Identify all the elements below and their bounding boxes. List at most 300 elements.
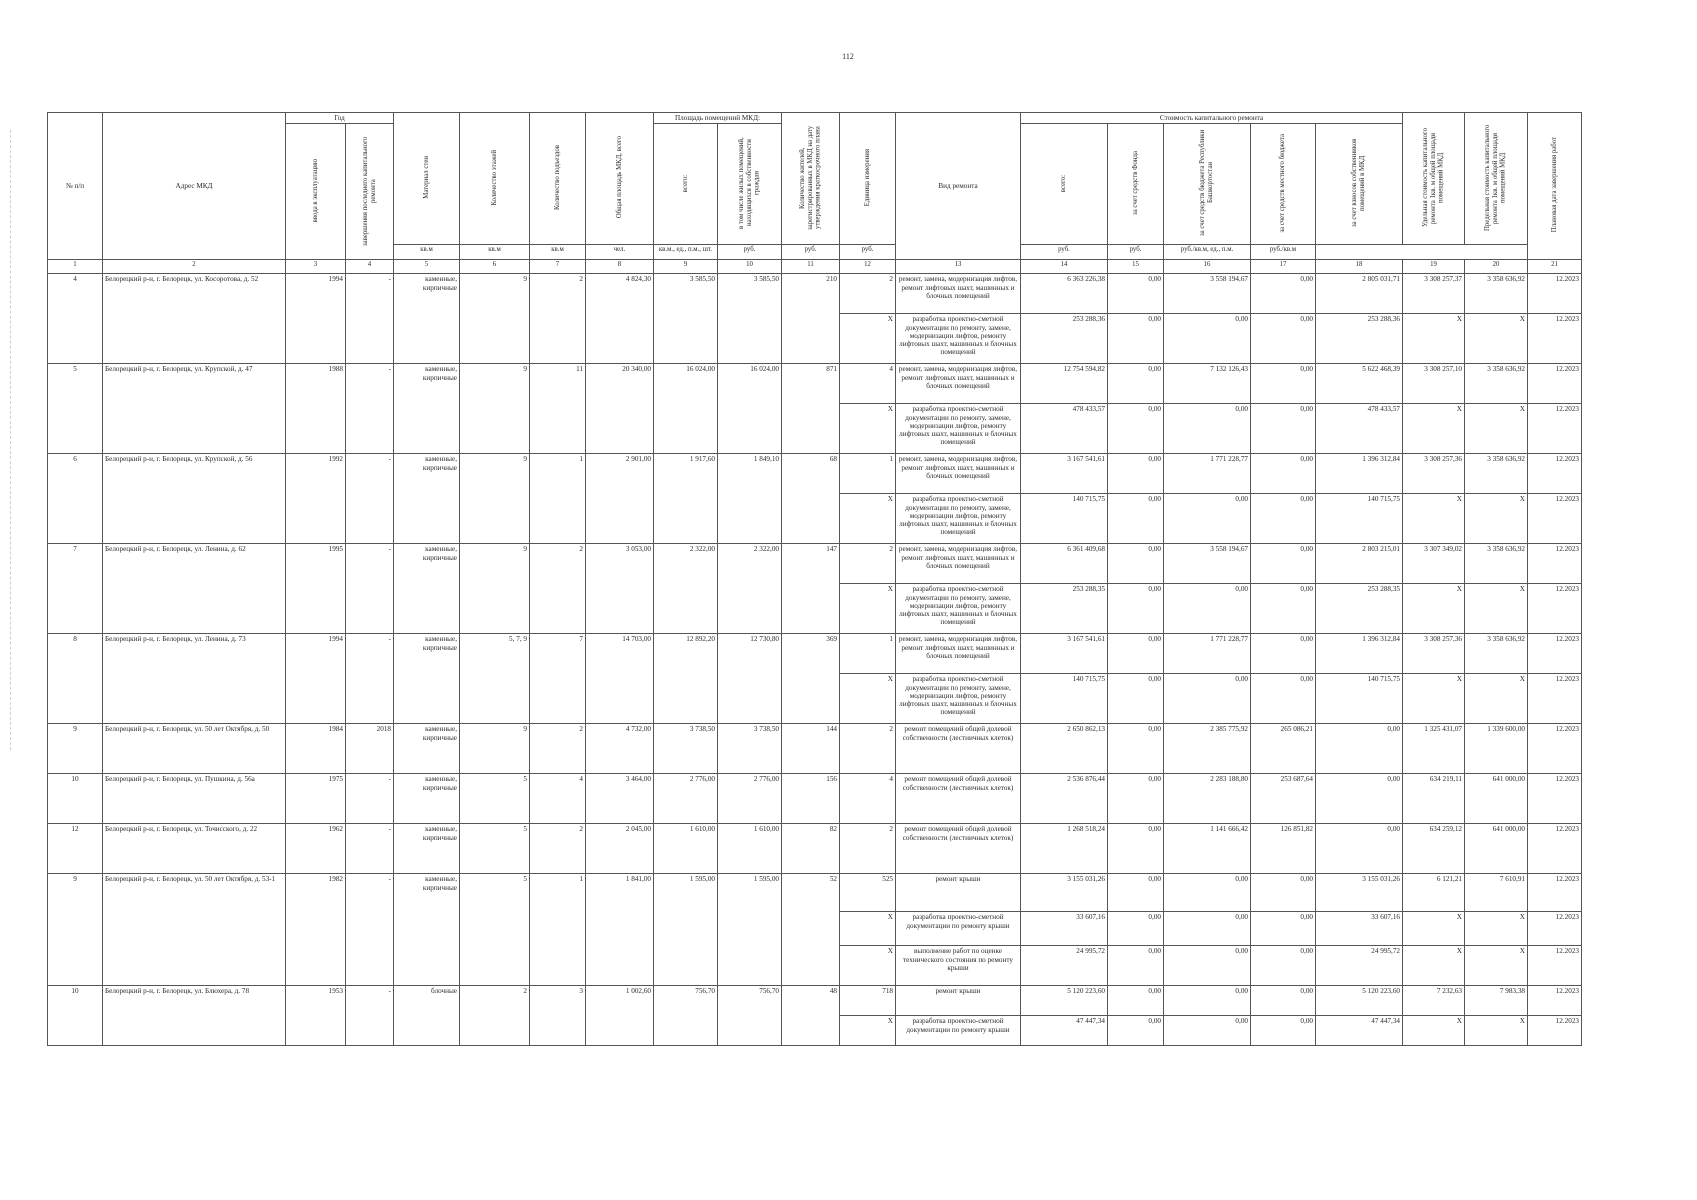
row-last-repair: - xyxy=(346,986,394,1046)
row-unit-cost: 634 259,12 xyxy=(1403,824,1465,874)
row-max-cost: 641 000,00 xyxy=(1465,824,1528,874)
row-unit: X xyxy=(840,314,896,364)
row-unit: X xyxy=(840,946,896,986)
row-unit-cost: 6 121,21 xyxy=(1403,874,1465,912)
row-address: Белорецкий р-н, г. Белорецк, ул. Точисского, д. 22 xyxy=(103,824,286,874)
row-entrances: 1 xyxy=(530,454,586,544)
row-last-repair: - xyxy=(346,824,394,874)
row-cost-fund: 0,00 xyxy=(1108,986,1164,1016)
row-num: 10 xyxy=(48,986,103,1046)
hdr-unit: Единица измерения xyxy=(840,113,896,245)
row-area: 3 585,50 xyxy=(654,274,718,364)
row-total-area: 14 703,00 xyxy=(586,634,654,724)
row-max-cost: X xyxy=(1465,1016,1528,1046)
table-row xyxy=(48,364,1582,404)
row-address: Белорецкий р-н, г. Белорецк, ул. Крупской, д. 47 xyxy=(103,364,286,454)
row-unit-cost: 3 308 257,37 xyxy=(1403,274,1465,314)
row-year: 1994 xyxy=(286,274,346,364)
row-cost-local: 0,00 xyxy=(1251,634,1316,674)
row-cost-owners: 140 715,75 xyxy=(1316,494,1403,544)
row-floors: 5, 7, 9 xyxy=(460,634,530,724)
row-cost-local: 0,00 xyxy=(1251,946,1316,986)
row-cost-fund: 0,00 xyxy=(1108,774,1164,824)
row-unit: X xyxy=(840,1016,896,1046)
row-cost-total: 3 155 031,26 xyxy=(1021,874,1108,912)
row-unit: X xyxy=(840,912,896,946)
unit-cell: кв.м., ед., п.м., шт. xyxy=(654,245,718,260)
row-max-cost: 3 358 636,92 xyxy=(1465,634,1528,674)
row-last-repair: - xyxy=(346,874,394,986)
row-entrances: 7 xyxy=(530,634,586,724)
row-cost-local: 0,00 xyxy=(1251,494,1316,544)
row-year: 1995 xyxy=(286,544,346,634)
hdr-work-type: Вид ремонта xyxy=(896,113,1021,260)
row-year: 1988 xyxy=(286,364,346,454)
row-cost-total: 12 754 594,82 xyxy=(1021,364,1108,404)
row-entrances: 2 xyxy=(530,724,586,774)
row-area: 2 322,00 xyxy=(654,544,718,634)
row-num: 10 xyxy=(48,774,103,824)
row-walls: каменные, кирпичные xyxy=(394,544,460,634)
row-work-type: ремонт помещений общей долевой собственности (лестничных клеток) xyxy=(896,774,1021,824)
row-total-area: 1 002,60 xyxy=(586,986,654,1046)
row-area: 1 917,60 xyxy=(654,454,718,544)
row-planned-date: 12.2023 xyxy=(1528,824,1582,874)
row-area: 12 892,20 xyxy=(654,634,718,724)
unit-cell: руб. xyxy=(1021,245,1108,260)
page-number: 112 xyxy=(842,52,854,61)
table-row xyxy=(48,454,1582,494)
row-cost-local: 265 086,21 xyxy=(1251,724,1316,774)
row-year: 1992 xyxy=(286,454,346,544)
row-cost-owners: 47 447,34 xyxy=(1316,1016,1403,1046)
row-residential: 756,70 xyxy=(718,986,782,1046)
row-unit: 2 xyxy=(840,544,896,584)
row-max-cost: 7 610,91 xyxy=(1465,874,1528,912)
row-max-cost: 3 358 636,92 xyxy=(1465,364,1528,404)
row-cost-republic: 7 132 126,43 xyxy=(1164,364,1251,404)
hdr-cost-total: всего: xyxy=(1021,124,1108,245)
row-planned-date: 12.2023 xyxy=(1528,1016,1582,1046)
column-number: 7 xyxy=(530,260,586,274)
unit-cell: кв.м xyxy=(460,245,530,260)
table-row xyxy=(48,986,1582,1016)
row-cost-owners: 5 120 223,60 xyxy=(1316,986,1403,1016)
row-address: Белорецкий р-н, г. Белорецк, ул. Косоротова, д. 52 xyxy=(103,274,286,364)
column-number: 19 xyxy=(1403,260,1465,274)
hdr-address: Адрес МКД xyxy=(103,113,286,260)
hdr-year-commission: ввода в эксплуатацию xyxy=(286,124,346,260)
column-number: 10 xyxy=(718,260,782,274)
row-work-type: ремонт крыши xyxy=(896,986,1021,1016)
hdr-max-cost: Предельная стоимость капитального ремонта 1кв. м общей площади помещений МКД xyxy=(1465,113,1528,245)
row-cost-fund: 0,00 xyxy=(1108,824,1164,874)
row-cost-total: 253 288,35 xyxy=(1021,584,1108,634)
row-cost-republic: 0,00 xyxy=(1164,674,1251,724)
unit-cell: чел. xyxy=(586,245,654,260)
hdr-floors: Количество этажей xyxy=(460,113,530,245)
row-cost-total: 33 607,16 xyxy=(1021,912,1108,946)
row-cost-total: 140 715,75 xyxy=(1021,674,1108,724)
row-cost-owners: 5 622 468,39 xyxy=(1316,364,1403,404)
row-entrances: 2 xyxy=(530,824,586,874)
row-cost-local: 0,00 xyxy=(1251,1016,1316,1046)
row-cost-republic: 0,00 xyxy=(1164,912,1251,946)
column-number: 14 xyxy=(1021,260,1108,274)
row-cost-owners: 33 607,16 xyxy=(1316,912,1403,946)
row-planned-date: 12.2023 xyxy=(1528,724,1582,774)
column-number: 13 xyxy=(896,260,1021,274)
hdr-cost-local: за счет средств местного бюджета xyxy=(1251,124,1316,245)
row-cost-fund: 0,00 xyxy=(1108,724,1164,774)
row-planned-date: 12.2023 xyxy=(1528,912,1582,946)
table-row xyxy=(48,544,1582,584)
row-work-type: ремонт помещений общей долевой собственности (лестничных клеток) xyxy=(896,824,1021,874)
row-unit: 718 xyxy=(840,986,896,1016)
column-number: 11 xyxy=(782,260,840,274)
row-address: Белорецкий р-н, г. Белорецк, ул. 50 лет Октября, д. 50 xyxy=(103,724,286,774)
row-residential: 1 849,10 xyxy=(718,454,782,544)
column-number: 2 xyxy=(103,260,286,274)
column-number: 16 xyxy=(1164,260,1251,274)
row-cost-republic: 0,00 xyxy=(1164,1016,1251,1046)
row-cost-local: 0,00 xyxy=(1251,912,1316,946)
row-area: 16 024,00 xyxy=(654,364,718,454)
column-number: 12 xyxy=(840,260,896,274)
row-total-area: 4 732,00 xyxy=(586,724,654,774)
row-last-repair: 2018 xyxy=(346,724,394,774)
row-max-cost: 3 358 636,92 xyxy=(1465,274,1528,314)
row-planned-date: 12.2023 xyxy=(1528,946,1582,986)
table-row xyxy=(48,874,1582,912)
row-unit-cost: 7 232,63 xyxy=(1403,986,1465,1016)
unit-cell: руб./кв.м xyxy=(1251,245,1316,260)
row-floors: 9 xyxy=(460,724,530,774)
row-max-cost: 3 358 636,92 xyxy=(1465,544,1528,584)
column-number: 20 xyxy=(1465,260,1528,274)
row-max-cost: X xyxy=(1465,404,1528,454)
table-row xyxy=(48,824,1582,874)
row-cost-republic: 2 385 775,92 xyxy=(1164,724,1251,774)
row-unit-cost: 3 307 349,02 xyxy=(1403,544,1465,584)
row-cost-total: 5 120 223,60 xyxy=(1021,986,1108,1016)
row-walls: каменные, кирпичные xyxy=(394,364,460,454)
row-total-area: 2 901,00 xyxy=(586,454,654,544)
row-cost-owners: 478 433,57 xyxy=(1316,404,1403,454)
hdr-cost-fund: за счет средств Фонда xyxy=(1108,124,1164,245)
row-walls: каменные, кирпичные xyxy=(394,454,460,544)
row-cost-total: 253 288,36 xyxy=(1021,314,1108,364)
row-work-type: разработка проектно-сметной документации по ремонту, замене, модернизации лифтов, ремонту лифтовых шахт, машинных и блочных помещений xyxy=(896,314,1021,364)
row-cost-fund: 0,00 xyxy=(1108,364,1164,404)
row-cost-republic: 0,00 xyxy=(1164,494,1251,544)
row-unit-cost: X xyxy=(1403,946,1465,986)
column-number: 8 xyxy=(586,260,654,274)
row-cost-total: 3 167 541,61 xyxy=(1021,634,1108,674)
row-cost-local: 0,00 xyxy=(1251,364,1316,404)
row-cost-local: 0,00 xyxy=(1251,274,1316,314)
row-work-type: ремонт крыши xyxy=(896,874,1021,912)
row-cost-total: 140 715,75 xyxy=(1021,494,1108,544)
unit-cell: руб./кв.м, ед., п.м. xyxy=(1164,245,1251,260)
row-last-repair: - xyxy=(346,774,394,824)
row-max-cost: X xyxy=(1465,674,1528,724)
row-unit: 1 xyxy=(840,634,896,674)
row-entrances: 2 xyxy=(530,274,586,364)
row-planned-date: 12.2023 xyxy=(1528,874,1582,912)
row-residents: 68 xyxy=(782,454,840,544)
unit-cell: руб. xyxy=(782,245,840,260)
row-unit: 2 xyxy=(840,824,896,874)
row-work-type: ремонт, замена, модернизация лифтов, ремонт лифтовых шахт, машинных и блочных помещений xyxy=(896,634,1021,674)
row-max-cost: X xyxy=(1465,494,1528,544)
row-planned-date: 12.2023 xyxy=(1528,454,1582,494)
capital-repair-table xyxy=(47,112,1582,1046)
row-cost-total: 478 433,57 xyxy=(1021,404,1108,454)
column-number: 6 xyxy=(460,260,530,274)
row-num: 9 xyxy=(48,874,103,986)
row-floors: 9 xyxy=(460,454,530,544)
row-planned-date: 12.2023 xyxy=(1528,544,1582,584)
row-num: 12 xyxy=(48,824,103,874)
row-num: 7 xyxy=(48,544,103,634)
row-cost-fund: 0,00 xyxy=(1108,544,1164,584)
row-residents: 210 xyxy=(782,274,840,364)
row-walls: каменные, кирпичные xyxy=(394,724,460,774)
row-planned-date: 12.2023 xyxy=(1528,674,1582,724)
row-work-type: разработка проектно-сметной документации по ремонту, замене, модернизации лифтов, ремонту лифтовых шахт, машинных и блочных помещений xyxy=(896,584,1021,634)
row-work-type: ремонт, замена, модернизация лифтов, ремонт лифтовых шахт, машинных и блочных помещений xyxy=(896,364,1021,404)
column-number: 18 xyxy=(1316,260,1403,274)
row-unit: X xyxy=(840,404,896,454)
row-area: 756,70 xyxy=(654,986,718,1046)
row-unit: 4 xyxy=(840,364,896,404)
row-cost-local: 0,00 xyxy=(1251,674,1316,724)
row-total-area: 3 053,00 xyxy=(586,544,654,634)
row-address: Белорецкий р-н, г. Белорецк, ул. Ленина, д. 62 xyxy=(103,544,286,634)
row-last-repair: - xyxy=(346,454,394,544)
row-cost-total: 3 167 541,61 xyxy=(1021,454,1108,494)
row-area: 3 738,50 xyxy=(654,724,718,774)
row-unit-cost: 3 308 257,36 xyxy=(1403,454,1465,494)
row-address: Белорецкий р-н, г. Белорецк, ул. Блюхера, д. 78 xyxy=(103,986,286,1046)
row-floors: 9 xyxy=(460,274,530,364)
row-cost-republic: 0,00 xyxy=(1164,874,1251,912)
row-residential: 1 610,00 xyxy=(718,824,782,874)
row-unit-cost: 3 308 257,10 xyxy=(1403,364,1465,404)
row-walls: блочные xyxy=(394,986,460,1046)
unit-cell: кв.м xyxy=(530,245,586,260)
row-cost-fund: 0,00 xyxy=(1108,404,1164,454)
row-cost-total: 2 650 862,13 xyxy=(1021,724,1108,774)
row-total-area: 4 824,30 xyxy=(586,274,654,364)
row-cost-republic: 1 771 228,77 xyxy=(1164,454,1251,494)
row-area: 1 610,00 xyxy=(654,824,718,874)
scan-margin-marks xyxy=(10,130,17,750)
row-unit: 525 xyxy=(840,874,896,912)
row-cost-fund: 0,00 xyxy=(1108,274,1164,314)
row-last-repair: - xyxy=(346,274,394,364)
row-num: 4 xyxy=(48,274,103,364)
row-cost-local: 0,00 xyxy=(1251,874,1316,912)
column-number: 4 xyxy=(346,260,394,274)
row-entrances: 1 xyxy=(530,874,586,986)
hdr-planned-date: Плановая дата завершения работ xyxy=(1528,113,1582,260)
row-floors: 2 xyxy=(460,986,530,1046)
row-year: 1982 xyxy=(286,874,346,986)
column-number: 3 xyxy=(286,260,346,274)
row-total-area: 20 340,00 xyxy=(586,364,654,454)
row-entrances: 2 xyxy=(530,544,586,634)
row-unit: 4 xyxy=(840,774,896,824)
row-last-repair: - xyxy=(346,364,394,454)
column-number: 15 xyxy=(1108,260,1164,274)
row-floors: 5 xyxy=(460,774,530,824)
column-number: 9 xyxy=(654,260,718,274)
row-cost-fund: 0,00 xyxy=(1108,494,1164,544)
row-year: 1962 xyxy=(286,824,346,874)
row-unit-cost: X xyxy=(1403,912,1465,946)
row-floors: 9 xyxy=(460,544,530,634)
hdr-walls: Материал стен xyxy=(394,113,460,245)
row-unit: X xyxy=(840,494,896,544)
row-cost-fund: 0,00 xyxy=(1108,912,1164,946)
row-unit-cost: X xyxy=(1403,584,1465,634)
row-max-cost: X xyxy=(1465,912,1528,946)
row-cost-local: 0,00 xyxy=(1251,584,1316,634)
row-work-type: ремонт, замена, модернизация лифтов, ремонт лифтовых шахт, машинных и блочных помещений xyxy=(896,454,1021,494)
row-cost-republic: 1 771 228,77 xyxy=(1164,634,1251,674)
row-num: 5 xyxy=(48,364,103,454)
row-work-type: ремонт, замена, модернизация лифтов, ремонт лифтовых шахт, машинных и блочных помещений xyxy=(896,544,1021,584)
row-work-type: разработка проектно-сметной документации по ремонту, замене, модернизации лифтов, ремонту лифтовых шахт, машинных и блочных помещений xyxy=(896,674,1021,724)
hdr-cost-republic: за счет средств бюджета Республики Башкортостан xyxy=(1164,124,1251,245)
row-num: 9 xyxy=(48,724,103,774)
row-residential: 2 322,00 xyxy=(718,544,782,634)
row-cost-republic: 0,00 xyxy=(1164,986,1251,1016)
row-planned-date: 12.2023 xyxy=(1528,494,1582,544)
row-unit-cost: 1 325 431,07 xyxy=(1403,724,1465,774)
row-num: 6 xyxy=(48,454,103,544)
row-total-area: 1 841,00 xyxy=(586,874,654,986)
row-unit-cost: X xyxy=(1403,1016,1465,1046)
row-max-cost: 641 000,00 xyxy=(1465,774,1528,824)
hdr-year: Год xyxy=(286,113,394,124)
row-cost-republic: 1 141 666,42 xyxy=(1164,824,1251,874)
column-number: 21 xyxy=(1528,260,1582,274)
row-work-type: разработка проектно-сметной документации по ремонту крыши xyxy=(896,912,1021,946)
row-unit: 2 xyxy=(840,724,896,774)
row-num: 8 xyxy=(48,634,103,724)
row-cost-local: 126 851,82 xyxy=(1251,824,1316,874)
row-year: 1994 xyxy=(286,634,346,724)
row-cost-owners: 0,00 xyxy=(1316,724,1403,774)
row-planned-date: 12.2023 xyxy=(1528,584,1582,634)
row-cost-owners: 2 803 215,01 xyxy=(1316,544,1403,584)
row-cost-fund: 0,00 xyxy=(1108,674,1164,724)
column-number: 5 xyxy=(394,260,460,274)
hdr-cost-group: Стоимость капитального ремонта xyxy=(1021,113,1403,124)
row-residential: 12 730,80 xyxy=(718,634,782,724)
unit-cell: руб. xyxy=(1108,245,1164,260)
row-entrances: 11 xyxy=(530,364,586,454)
row-floors: 5 xyxy=(460,824,530,874)
table-row xyxy=(48,724,1582,774)
row-cost-republic: 3 558 194,67 xyxy=(1164,274,1251,314)
row-last-repair: - xyxy=(346,544,394,634)
row-cost-republic: 0,00 xyxy=(1164,404,1251,454)
row-cost-owners: 253 288,36 xyxy=(1316,314,1403,364)
row-work-type: выполнение работ по оценке технического состояния по ремонту крыши xyxy=(896,946,1021,986)
row-unit-cost: X xyxy=(1403,674,1465,724)
unit-cell: руб. xyxy=(718,245,782,260)
row-total-area: 2 045,00 xyxy=(586,824,654,874)
row-year: 1975 xyxy=(286,774,346,824)
row-cost-total: 47 447,34 xyxy=(1021,1016,1108,1046)
row-walls: каменные, кирпичные xyxy=(394,874,460,986)
row-residents: 871 xyxy=(782,364,840,454)
row-cost-owners: 0,00 xyxy=(1316,774,1403,824)
row-max-cost: X xyxy=(1465,946,1528,986)
row-work-type: ремонт, замена, модернизация лифтов, ремонт лифтовых шахт, машинных и блочных помещений xyxy=(896,274,1021,314)
hdr-area-group: Площадь помещений МКД: xyxy=(654,113,782,124)
row-max-cost: 3 358 636,92 xyxy=(1465,454,1528,494)
row-cost-total: 1 268 518,24 xyxy=(1021,824,1108,874)
unit-cell: кв.м xyxy=(394,245,460,260)
row-cost-owners: 0,00 xyxy=(1316,824,1403,874)
row-residential: 3 585,50 xyxy=(718,274,782,364)
row-year: 1953 xyxy=(286,986,346,1046)
row-max-cost: 1 339 600,00 xyxy=(1465,724,1528,774)
hdr-unit-cost: Удельная стоимость капитального ремонта 1кв. м общей площади помещений МКД xyxy=(1403,113,1465,245)
row-address: Белорецкий р-н, г. Белорецк, ул. 50 лет Октября, д. 53-1 xyxy=(103,874,286,986)
row-max-cost: 7 983,38 xyxy=(1465,986,1528,1016)
row-cost-local: 253 687,64 xyxy=(1251,774,1316,824)
row-cost-owners: 24 995,72 xyxy=(1316,946,1403,986)
table-row xyxy=(48,774,1582,824)
row-cost-total: 24 995,72 xyxy=(1021,946,1108,986)
row-work-type: ремонт помещений общей долевой собственности (лестничных клеток) xyxy=(896,724,1021,774)
row-floors: 5 xyxy=(460,874,530,986)
hdr-total-area: Общая площадь МКД, всего xyxy=(586,113,654,245)
row-cost-local: 0,00 xyxy=(1251,544,1316,584)
row-planned-date: 12.2023 xyxy=(1528,364,1582,404)
row-year: 1984 xyxy=(286,724,346,774)
row-planned-date: 12.2023 xyxy=(1528,314,1582,364)
row-planned-date: 12.2023 xyxy=(1528,774,1582,824)
row-cost-fund: 0,00 xyxy=(1108,634,1164,674)
row-cost-republic: 3 558 194,67 xyxy=(1164,544,1251,584)
row-residential: 16 024,00 xyxy=(718,364,782,454)
hdr-num: № п/п xyxy=(48,113,103,260)
row-residents: 48 xyxy=(782,986,840,1046)
row-cost-republic: 0,00 xyxy=(1164,314,1251,364)
row-cost-fund: 0,00 xyxy=(1108,946,1164,986)
row-cost-owners: 3 155 031,26 xyxy=(1316,874,1403,912)
hdr-area-residential: в том числе жилых помещений, находящихся в собственности граждан xyxy=(718,124,782,245)
row-unit: 1 xyxy=(840,454,896,494)
row-residents: 52 xyxy=(782,874,840,986)
unit-cell: руб. xyxy=(840,245,896,260)
row-work-type: разработка проектно-сметной документации по ремонту, замене, модернизации лифтов, ремонту лифтовых шахт, машинных и блочных помещений xyxy=(896,494,1021,544)
row-unit-cost: X xyxy=(1403,404,1465,454)
row-cost-local: 0,00 xyxy=(1251,454,1316,494)
row-cost-local: 0,00 xyxy=(1251,314,1316,364)
row-cost-local: 0,00 xyxy=(1251,986,1316,1016)
row-planned-date: 12.2023 xyxy=(1528,404,1582,454)
row-residential: 3 738,50 xyxy=(718,724,782,774)
hdr-residents: Количество жителей, зарегистрированных в МКД на дату утверждения краткосрочного плана xyxy=(782,113,840,245)
